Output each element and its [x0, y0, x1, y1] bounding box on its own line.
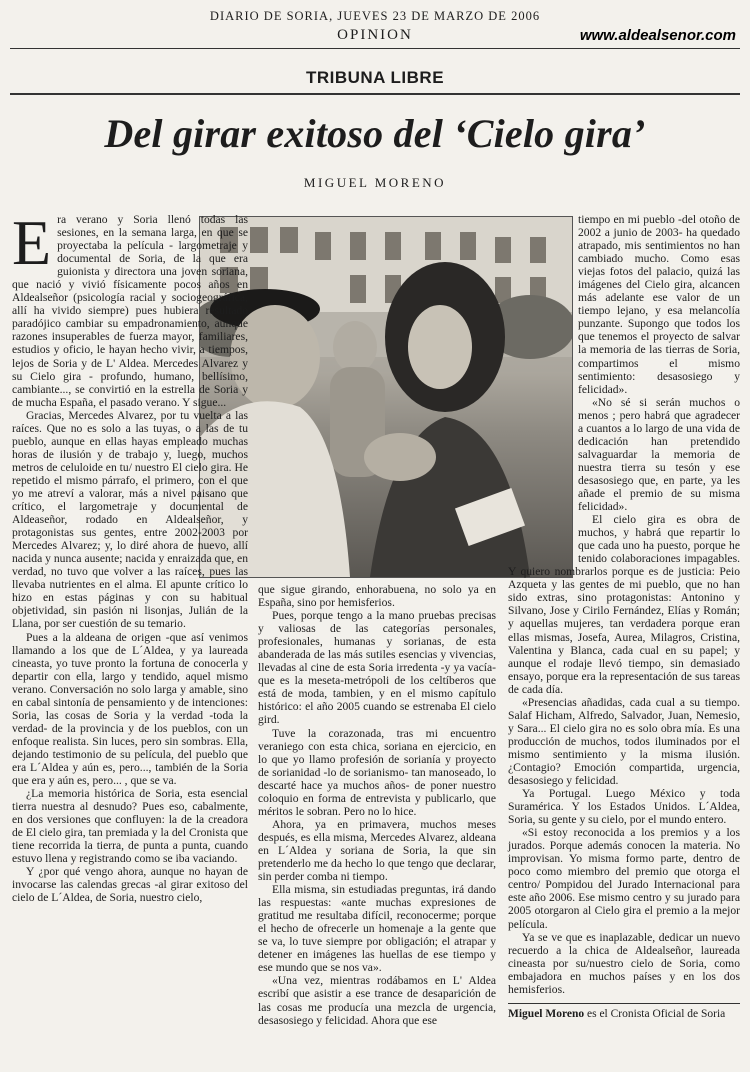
drop-cap: E [12, 207, 52, 278]
website-watermark: www.aldealsenor.com [579, 27, 736, 44]
photo-wrap-spacer [508, 213, 578, 563]
paragraph: ¿La memoria histórica de Soria, esta esencial tierra nuestra al desnudo? Pues eso, cabalmente, en dos versiones que confluyen: la de la creadora de El cielo gira, tan premiada y la del Cronista que tiene recorrida la tierra, de punta a punta, cuando estuvo llena y registrando como se iba vaciando. [12, 787, 248, 866]
headline: Del girar exitoso del ‘Cielo gira’ [104, 111, 646, 156]
article-column-2 [258, 583, 496, 1027]
signature-rule [508, 1003, 740, 1004]
paragraph: «No sé si serán muchos o menos ; pero habrá que agradecer a cuantos a lo largo de una vida de dedicación han pretendido salvaguardar la memoria de nuestra tierra su tesón y ese desasosiego que, en parte, ya les añade el premio de su misma felicidad». [578, 395, 740, 514]
paragraph: Pues, porque tengo a la mano pruebas precisas y valiosas de las categorías personales, profesionales, humanas y sorianas, de esta abanderada de las más sutiles esencias y vivencias, llevadas al cine de esta Soria irredenta -y ya vacía- que es la meseta-metrópoli de los celtíberos que está de moda, tambien, y en el mismo capítulo histórico: el año 2005 cuando se estrenaba El cielo gird. [258, 609, 496, 727]
paragraph: Tuve la corazonada, tras mi encuentro veraniego con esta chica, soriana en ejercicio, en lo que yo llamo profesión de sorianía y proyecto de sorianidad -lo de sorianismo- tan manoseado, lo descarté hace ya muchos años- de poner nuestro coloquio en forma de entrevista y publicarlo, que méritos le sobran. Pero no lo hice. [258, 726, 496, 818]
paragraph: El cielo gira es obra de muchos, y habrá que repartir lo que cada uno ha puesto, porque he tenido colaboraciones impagables. Y quiero nombrarlos porque es de justicia: Peio Azqueta y las gentes de mi pueblo, que no han sido extras, sino protagonistas: Antonino y Silvano, Jose y Cirilo Fernández, Elías y Román; y aquellas mujeres, tan verdadera porque eran ellas mismas, Josefa, Aurea, Milagros, Cristina, Valentina y Blanca, cada cual en su papel; y aunque el rodaje llevó tiempo, sin demasiado ensayo, porque era la representación de sus tareas de cada día. [508, 513, 740, 696]
paragraph: Ahora, ya en primavera, muchos meses después, es ella misma, Mercedes Alvarez, aldeana en L´Aldea y soriana de Soria, la que sin pretenderlo me da hecho lo que tengo que declarar, sin perder comba ni tiempo. [258, 817, 496, 884]
section-label: TRIBUNA LIBRE [305, 68, 445, 87]
header-rule [10, 48, 740, 49]
author-role: es el Cronista Oficial de Soria [584, 1008, 726, 1020]
paragraph: «Si estoy reconocida a los premios y a los jurados. Porque además conocen la materia. No improvisan. Yo misma formo parte, dentro de poco como miembro del premio que otorga el centro/ Pompidou del Jurado Internacional para este año 2006. Ese mismo centro y su jurado para 2005 otorgaron al Cielo gira el premio a la mejor película. [508, 826, 740, 931]
paragraph: tiempo en mi pueblo -del otoño de 2002 a junio de 2003- ha quedado atrapado, mis sentimientos no han cambiado mucho. Como esas viejas fotos del palacio, quizá las imágenes del Cielo gira, alcancen más adelante ese valor de un tiempo lejano, y esa melancolía punzante. Supongo que todos los que tenemos el proyecto de salvar la memoria de las tierras de Soria, compartimos el mismo sentimiento: desasosiego y felicidad». [578, 213, 740, 396]
paragraph: Ya se ve que es inaplazable, dedicar un nuevo recuerdo a la chica de Aldealseñor, laureada cineasta por su/nuestro cielo de Soria, como embajadora en muchos países y en los dos hemisferios. [508, 930, 740, 996]
paragraph: «Una vez, mientras rodábamos en L' Aldea escribí que asistir a ese trance de desaparición de las cosas me producía una mezcla de urgencia, desasosiego y felicidad. Ahora que ese [258, 974, 496, 1027]
paragraph: Pues a la aldeana de origen -que así venimos llamando a los que de L´Aldea, y ya laureada cineasta, yo tuve pronto la fortuna de conocerla y departir con ella, largo y tendido, aquel mismo verano. Conversación no solo larga y amable, sino en cabal sintonía de pensamiento y de intenciones: Soria, las cosas de Soria y la verdad -toda la verdad- de la provincia y de los pueblos, con un enfoque realista. Sin luces, pero sin sombras. Ella, dejando testimonio de su película, del pueblo que era L´Aldea y aún es, pero..., también de la Soria que era y aún es, pero... , que se va. [12, 630, 248, 788]
paragraph: Gracias, Mercedes Alvarez, por tu vuelta a las raíces. Que no es solo a las tuyas, o a las de tu pueblo, aunque en ellas hayas empleado muchas horas de ilusión y de trabajo y, luego, muchos metros de celuloide en tu/ nuestro El cielo gira. He repetido el mismo párrafo, el primero, con el que yo me atreví a valorar, más a nivel paisano que crítico, el largometraje y documental de Aldeaseñor, rodado en Aldealseñor, y protagonistas sus gentes, entre 2002-2003 por Mercedes Alvarez; y, lo diré ahora de nuevo, allí nacida y nunca ausente; nacida y enraizada que, en verdad, no tuvo que volver a las raíces, pues las llevaba nutrientes en el alma. El apunte crítico lo hizo en estas páginas y con su habitual objetividad, sin pasión ni lisonjas, Julián de la Llana, por ser cuestión de su temario. [12, 408, 248, 631]
paragraph: Ya Portugal. Luego México y toda Suramérica. Y los Estados Unidos. L´Aldea, Soria, su gente y su cielo, por el mundo entero. [508, 787, 740, 827]
author-name: Miguel Moreno [508, 1008, 585, 1020]
paragraph: Y ¿por qué vengo ahora, aunque no hayan de invocarse las calendas grecas -al girar exitoso del cielo de L´Aldea, de Soria, nuestro cielo, [12, 865, 248, 905]
author-signature [508, 1008, 742, 1020]
article-column-3 [508, 213, 740, 996]
section-rule [10, 93, 740, 95]
newspaper-dateline: DIARIO DE SORIA, JUEVES 23 DE MARZO DE 2006 [209, 9, 541, 23]
byline: MIGUEL MORENO [303, 175, 447, 190]
paragraph: ra verano y Soria llenó todas las sesiones, en la semana larga, en que se proyectaba la película - largometraje y documental de Soria, de la que era guionista y directora una joven soriana, que nació y vivió físicamente pocos años en Aldealseñor (psicología racial y sociogeográfica, allí ha vivido siempre) pues hubiera resultado paradójico cambiar su empadronamiento, aunque razones insuperables de fuerza mayor, familiares, estudios y oficio, le hayan hecho vivir, a tiempos, lejos de Soria y de L' Aldea. Mercedes Alvarez y su Cielo gira - profundo, humano, bellísimo, cambiante..., se convirtió en la estrella de Soria y de mucha España, el pasado verano. Y sigue... [12, 213, 248, 409]
section-name: OPINION [337, 27, 413, 43]
paragraph: Ella misma, sin estudiadas preguntas, irá dando las respuestas: «ante muchas expresiones de gratitud me resultaba difícil, reconocerme; porque el hecho de ofrecerle un homenaje a la gente que se va, lo tuve siempre por obligación; el atrapar y detener en imágenes las huellas de ese tiempo y ese mundo que se nos va». [258, 883, 496, 975]
paragraph: que sigue girando, enhorabuena, no solo ya en España, sino por hemisferios. [258, 583, 496, 610]
paragraph: «Presencias añadidas, cada cual a su tiempo. Salaf Hicham, Alfredo, Salvador, Juan, Nemesio, y Sara... El cielo gira no es solo obra mía. Es una producción de muchos, todos iluminados por el mismo sentimiento y la misma ilusión. ¿Contagio? Emoción compartida, urgencia, desasosiego y felicidad. [508, 695, 740, 788]
article-column-1 [12, 207, 248, 905]
